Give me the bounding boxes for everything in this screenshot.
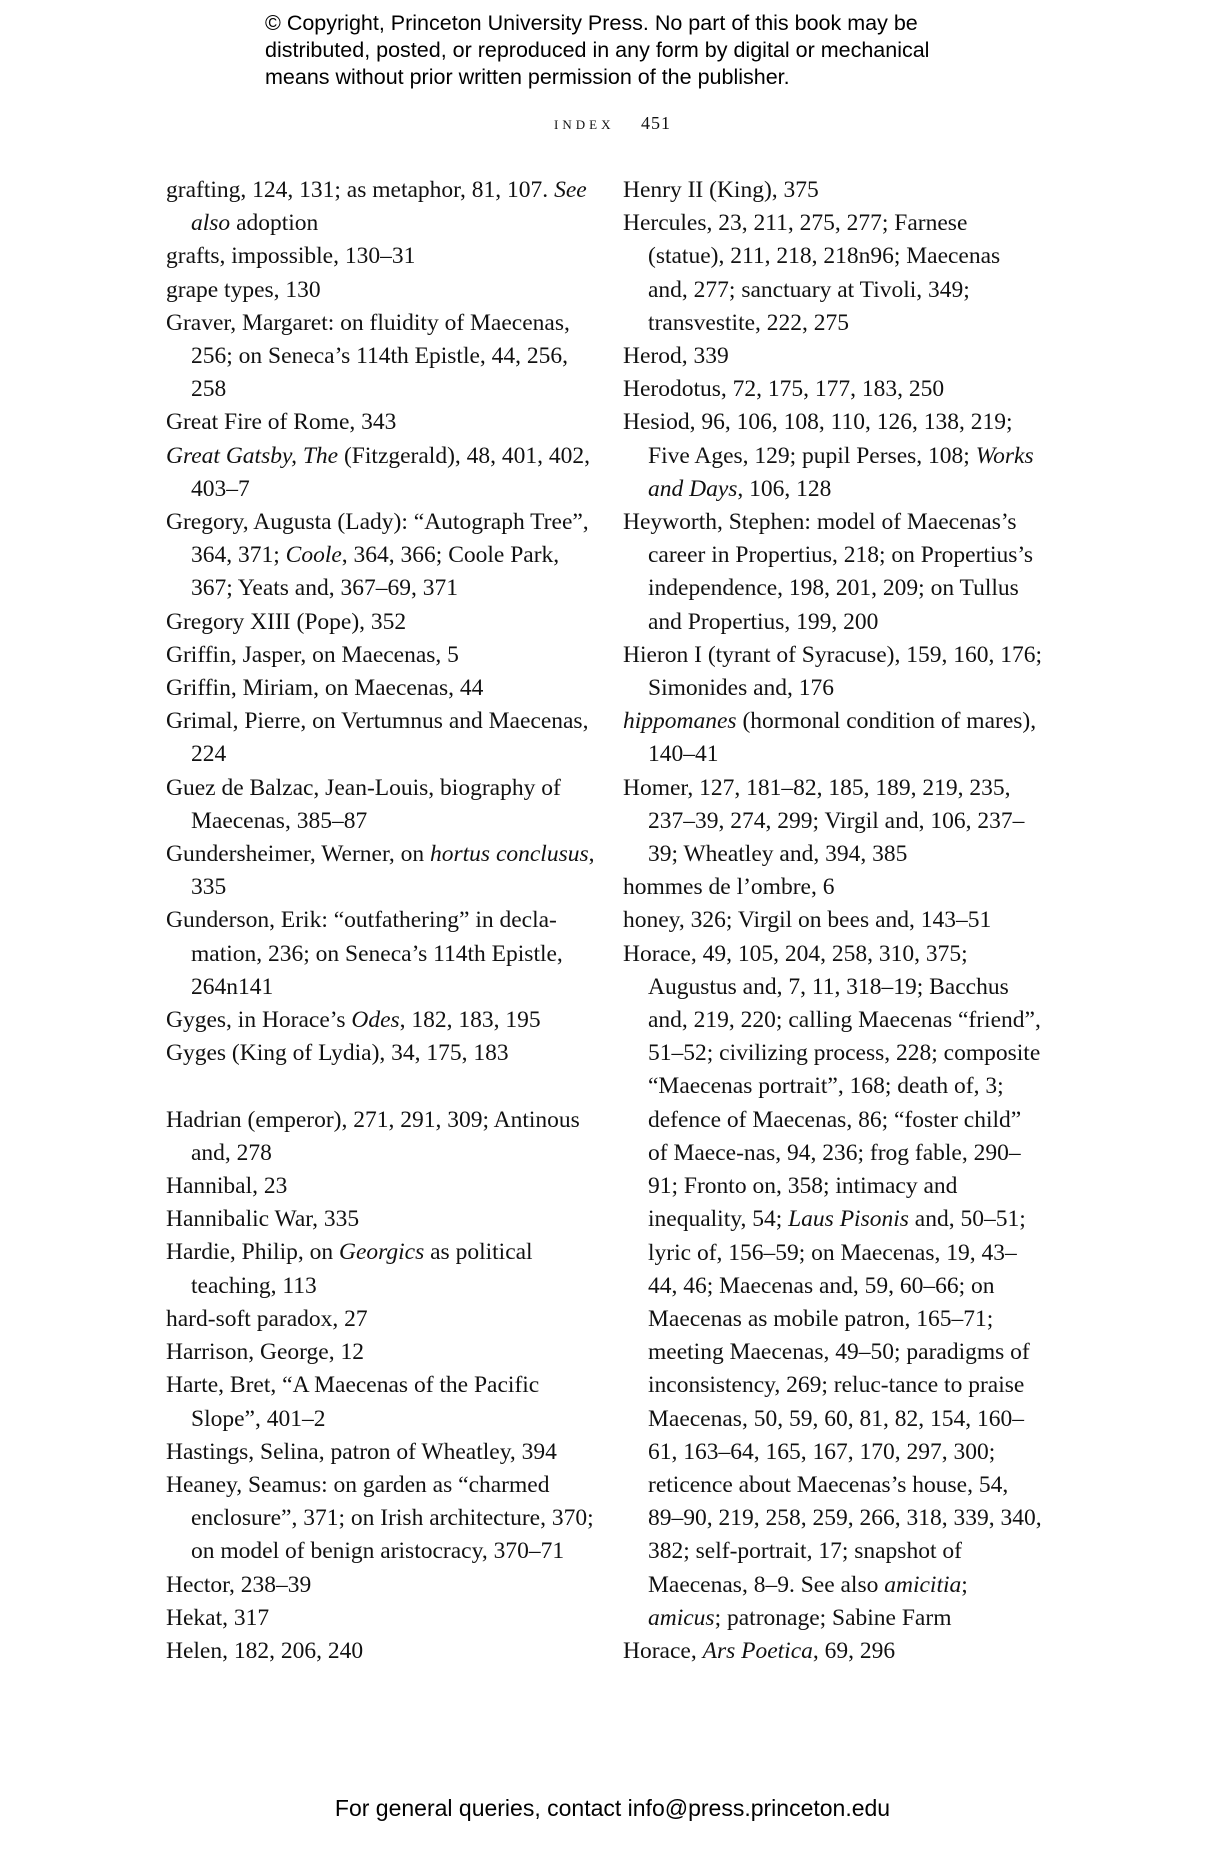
index-entry-text: (Fitzgerald), 48, 401, 402, 403–7 xyxy=(191,442,591,502)
index-entry xyxy=(623,904,1043,937)
index-entry xyxy=(166,1469,606,1569)
index-entry-italic: hortus conclusus xyxy=(430,841,589,868)
copyright-line: means without prior written permission of the publisher. xyxy=(265,65,790,89)
index-entry-text: ; xyxy=(961,1571,968,1598)
index-entry-text: Great Fire of Rome, 343 xyxy=(166,409,397,436)
index-entry xyxy=(166,1303,606,1336)
index-entry-text: Hadrian (emperor), 271, 291, 309; Antinous and, 278 xyxy=(166,1106,580,1166)
index-entry xyxy=(166,1569,606,1602)
index-entry-text: Gregory, Augusta (Lady): “Autograph Tree”, 364, 371; xyxy=(166,509,589,569)
index-entry-text: Herodotus, 72, 175, 177, 183, 250 xyxy=(623,376,945,403)
index-entry xyxy=(166,1436,606,1469)
index-entry-italic: Ars Poetica xyxy=(702,1637,813,1664)
index-entry-italic: amicitia xyxy=(884,1571,962,1598)
index-entry xyxy=(166,440,606,506)
index-entry-text: (hormonal condition of mares), 140–41 xyxy=(648,708,1037,768)
copyright-line: © Copyright, Princeton University Press. No part of this book may be xyxy=(265,11,918,35)
index-entry-text: Hercules, 23, 211, 275, 277; Farnese (statue), 211, 218, 218n96; Maecenas and, 277; sanctuary at Tivoli, 349; transvestite, 222, 275 xyxy=(623,210,1001,336)
index-entry-text: Hannibal, 23 xyxy=(166,1173,288,1200)
index-entry xyxy=(623,772,1043,872)
section-gap xyxy=(166,1070,606,1103)
index-entry-text: Griffin, Jasper, on Maecenas, 5 xyxy=(166,641,459,668)
index-entry xyxy=(166,1203,606,1236)
index-entry-italic: amicus xyxy=(648,1604,715,1631)
index-entry xyxy=(166,1170,606,1203)
index-entry-text: grape types, 130 xyxy=(166,276,321,303)
index-entry xyxy=(166,1104,606,1170)
index-entry-text: , 335 xyxy=(191,841,595,901)
index-entry-text: Heaney, Seamus: on garden as “charmed enclosure”, 371; on Irish architecture, 370; on model of benign aristocracy, 370–71 xyxy=(166,1471,594,1565)
index-entry xyxy=(623,373,1043,406)
copyright-notice xyxy=(265,10,1025,91)
index-entry-text: as political teaching, 113 xyxy=(191,1239,533,1299)
index-entry xyxy=(166,506,606,606)
index-entry xyxy=(623,207,1043,340)
index-entry-text: Helen, 182, 206, 240 xyxy=(166,1637,364,1664)
index-entry xyxy=(166,1369,606,1435)
index-entry xyxy=(166,705,606,771)
index-entry-italic: Great Gatsby, The xyxy=(166,442,339,469)
index-entry-text: Hastings, Selina, patron of Wheatley, 394 xyxy=(166,1438,557,1465)
index-entry-text: Hannibalic War, 335 xyxy=(166,1206,360,1233)
index-entry-text: Homer, 127, 181–82, 185, 189, 219, 235, 237–39, 274, 299; Virgil and, 106, 237–39; Wheatley and, 394, 385 xyxy=(623,774,1025,868)
index-entry xyxy=(166,1602,606,1635)
index-entry-italic: Works and Days xyxy=(648,442,1034,502)
index-entry-italic: hippomanes xyxy=(623,708,737,735)
index-entry-text: Hesiod, 96, 106, 108, 110, 126, 138, 219; Five Ages, 129; pupil Perses, 108; xyxy=(623,409,1013,469)
index-entry xyxy=(166,1004,606,1037)
index-entry xyxy=(166,672,606,705)
index-entry xyxy=(623,871,1043,904)
index-entry-text: hommes de l’ombre, 6 xyxy=(623,874,835,901)
index-entry-text: ; patronage; Sabine Farm xyxy=(714,1604,952,1631)
index-entry xyxy=(166,1037,606,1070)
index-entry-text: , 69, 296 xyxy=(812,1637,896,1664)
index-entry-text: Grimal, Pierre, on Vertumnus and Maecenas, 224 xyxy=(166,708,589,768)
index-entry-text: Hekat, 317 xyxy=(166,1604,270,1631)
index-entry-text: Henry II (King), 375 xyxy=(623,177,819,203)
index-entry xyxy=(623,340,1043,373)
index-entry xyxy=(166,274,606,307)
index-entry-text: Hector, 238–39 xyxy=(166,1571,312,1598)
index-entry-italic: Georgics xyxy=(338,1239,425,1266)
index-entry-text: , 106, 128 xyxy=(737,475,832,502)
index-entry-text: grafting, 124, 131; as metaphor, 81, 107. xyxy=(166,177,555,203)
index-entry-text: Gregory XIII (Pope), 352 xyxy=(166,608,407,635)
index-entry-text: Graver, Margaret: on fluidity of Maecenas, 256; on Seneca’s 114th Epistle, 44, 256, 258 xyxy=(166,309,570,403)
running-head-title: index xyxy=(554,113,615,133)
index-entry xyxy=(166,639,606,672)
index-entry-text: , 182, 183, 195 xyxy=(399,1007,541,1034)
page-number: 451 xyxy=(640,113,671,133)
index-entry xyxy=(166,772,606,838)
index-entry-text: hard-soft paradox, 27 xyxy=(166,1305,368,1332)
index-entry xyxy=(166,174,606,240)
index-entry-text: Griffin, Miriam, on Maecenas, 44 xyxy=(166,675,484,702)
index-entry xyxy=(166,1236,606,1302)
index-entry xyxy=(166,606,606,639)
index-entry-text: Hardie, Philip, on xyxy=(166,1239,339,1266)
copyright-line: distributed, posted, or reproduced in any form by digital or mechanical xyxy=(265,38,930,62)
index-entry-text: Harrison, George, 12 xyxy=(166,1339,364,1366)
index-entry-text: honey, 326; Virgil on bees and, 143–51 xyxy=(623,907,992,934)
index-entry-text: Gundersheimer, Werner, on xyxy=(166,841,430,868)
index-entry xyxy=(166,406,606,439)
index-entry-text: and, 50–51; lyric of, 156–59; on Maecenas, 19, 43–44, 46; Maecenas and, 59, 60–66; on Maecenas as mobile patron, 165–71; meeting Maecenas, 49–50; paradigms of inconsistency, 269; reluc-tance to praise Maecenas, 50, 59, 60, 81, 82, 154, 160–61, 163–64, 165, 167, 170, 297, 300; reticence about Maecenas’s house, 54, 89–90, 219, 258, 259, 266, 318, 339, 340, 382; self-portrait, 17; snapshot of Maecenas, 8–9. See also xyxy=(648,1206,1042,1598)
index-entry-text: Hieron I (tyrant of Syracuse), 159, 160, 176; Simonides and, 176 xyxy=(623,641,1042,702)
index-entry-text: , 364, 366; Coole Park, 367; Yeats and, 367–69, 371 xyxy=(191,542,560,602)
index-entry-italic: Odes xyxy=(351,1007,400,1034)
index-entry-text: Horace, 49, 105, 204, 258, 310, 375; Augustus and, 7, 11, 318–19; Bacchus and, 219, 220; calling Maecenas “friend”, 51–52; civilizing process, 228; composite “Maecenas portrait”, 168; death of, 3; defence of Maecenas, 86; “foster child” of Maece-nas, 94, 236; frog fable, 290–91; Fronto on, 358; intimacy and inequality, 54; xyxy=(623,940,1041,1233)
index-entry xyxy=(166,904,606,1004)
index-entry xyxy=(166,1635,606,1668)
index-column-right xyxy=(623,174,1043,1668)
index-entry-italic: Coole xyxy=(285,542,342,569)
index-entry xyxy=(623,639,1043,705)
index-column-left xyxy=(166,174,606,1668)
index-entry-text: Gyges (King of Lydia), 34, 175, 183 xyxy=(166,1040,509,1067)
index-entry-text: adoption xyxy=(230,210,319,237)
index-entry-text: grafts, impossible, 130–31 xyxy=(166,243,416,270)
index-entry-italic: Laus Pisonis xyxy=(788,1206,909,1233)
index-entry xyxy=(623,406,1043,506)
index-entry-text: Harte, Bret, “A Maecenas of the Pacific Slope”, 401–2 xyxy=(166,1372,540,1432)
index-entry xyxy=(623,174,1043,207)
index-entry-text: Gunderson, Erik: “outfathering” in decla-mation, 236; on Seneca’s 114th Epistle, 264n141 xyxy=(166,907,563,1000)
index-entry xyxy=(623,506,1043,639)
index-entry-text: Heyworth, Stephen: model of Maecenas’s career in Propertius, 218; on Propertius’s independence, 198, 201, 209; on Tullus and Propertius, 199, 200 xyxy=(623,509,1034,635)
index-entry xyxy=(623,705,1043,771)
index-entry xyxy=(166,1336,606,1369)
index-entry-text: Gyges, in Horace’s xyxy=(166,1007,352,1034)
index-entry xyxy=(166,307,606,407)
index-entry-text: Herod, 339 xyxy=(623,343,729,370)
index-entry xyxy=(623,938,1043,1635)
index-entry xyxy=(623,1635,1043,1668)
running-head xyxy=(0,113,1225,134)
index-entry xyxy=(166,838,606,904)
index-entry-text: Guez de Balzac, Jean-Louis, biography of Maecenas, 385–87 xyxy=(166,774,561,834)
index-entry-italic: See also xyxy=(191,177,587,237)
index-entry-text: Horace, xyxy=(623,1637,703,1664)
index-entry xyxy=(166,240,606,273)
footer-contact: For general queries, contact info@press.princeton.edu xyxy=(334,1795,891,1821)
